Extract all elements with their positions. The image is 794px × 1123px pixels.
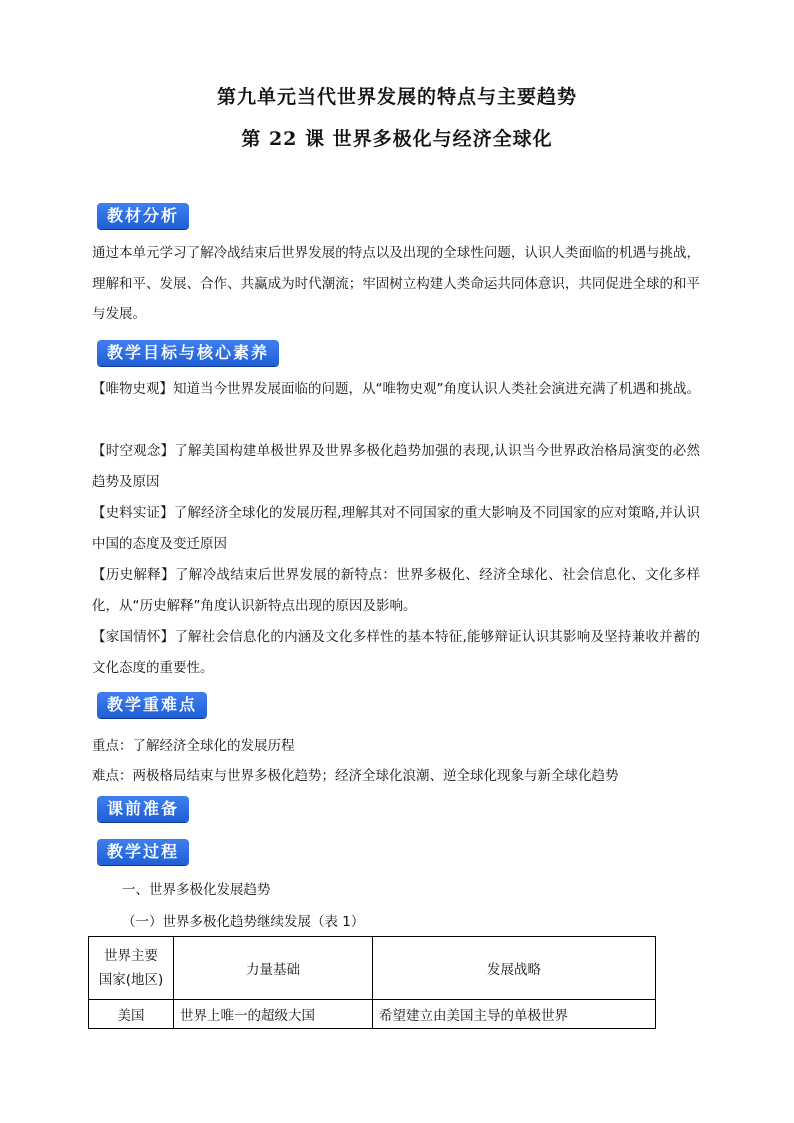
difficulty-text: 难点：两极格局结束与世界多极化趋势；经济全球化浪潮、逆全球化现象与新全球化趋势 bbox=[92, 768, 619, 784]
goal-paragraph: 【唯物史观】知道当今世界发展面临的问题，从“唯物史观”角度认识人类社会演进充满了机遇和挑战。 bbox=[92, 381, 700, 397]
goal-paragraph: 【史料实证】了解经济全球化的发展历程,理解其对不同国家的重大影响及不同国家的应对策略,并认识中国的态度及变迁原因 bbox=[92, 505, 700, 552]
table-row bbox=[89, 1000, 656, 1029]
table-header-row bbox=[89, 937, 656, 1000]
goal-paragraph: 【历史解释】了解冷战结束后世界发展的新特点：世界多极化、经济全球化、社会信息化、文化多样化，从“历史解释”角度认识新特点出现的原因及影响。 bbox=[92, 567, 700, 614]
section-badge-process: 教学过程 bbox=[97, 839, 189, 865]
powers-table bbox=[88, 936, 656, 1029]
header-region-line1: 世界主要 bbox=[104, 948, 158, 964]
lesson-title: 第 22 课 世界多极化与经济全球化 bbox=[241, 128, 553, 150]
header-basis: 力量基础 bbox=[174, 937, 373, 1000]
cell-basis: 世界上唯一的超级大国 bbox=[174, 1000, 373, 1029]
section-badge-analysis: 教材分析 bbox=[97, 203, 189, 229]
unit-title: 第九单元当代世界发展的特点与主要趋势 bbox=[216, 86, 577, 108]
section-badge-goals: 教学目标与核心素养 bbox=[97, 340, 279, 366]
section-badge-keypoints: 教学重难点 bbox=[97, 692, 207, 718]
process-heading-2: （一）世界多极化趋势继续发展（表 1） bbox=[122, 914, 365, 930]
goal-paragraph: 【家国情怀】了解社会信息化的内涵及文化多样性的基本特征,能够辩证认识其影响及坚持兼收并蓄的文化态度的重要性。 bbox=[92, 629, 700, 676]
cell-strategy: 希望建立由美国主导的单极世界 bbox=[373, 1000, 656, 1029]
goal-paragraph: 【时空观念】了解美国构建单极世界及世界多极化趋势加强的表现,认识当今世界政治格局演变的必然趋势及原因 bbox=[92, 443, 700, 490]
analysis-paragraph: 通过本单元学习了解冷战结束后世界发展的特点以及出现的全球性问题，认识人类面临的机遇与挑战，理解和平、发展、合作、共赢成为时代潮流；牢固树立构建人类命运共同体意识，共同促进全球的和平与发展。 bbox=[92, 245, 700, 322]
header-strategy: 发展战略 bbox=[373, 937, 656, 1000]
focus-text: 重点：了解经济全球化的发展历程 bbox=[92, 738, 295, 754]
header-region-line2: 国家(地区) bbox=[98, 972, 164, 988]
header-region bbox=[89, 937, 174, 1000]
process-heading-1: 一、世界多极化发展趋势 bbox=[122, 882, 271, 898]
cell-region: 美国 bbox=[89, 1000, 174, 1029]
section-badge-prep: 课前准备 bbox=[97, 796, 189, 822]
